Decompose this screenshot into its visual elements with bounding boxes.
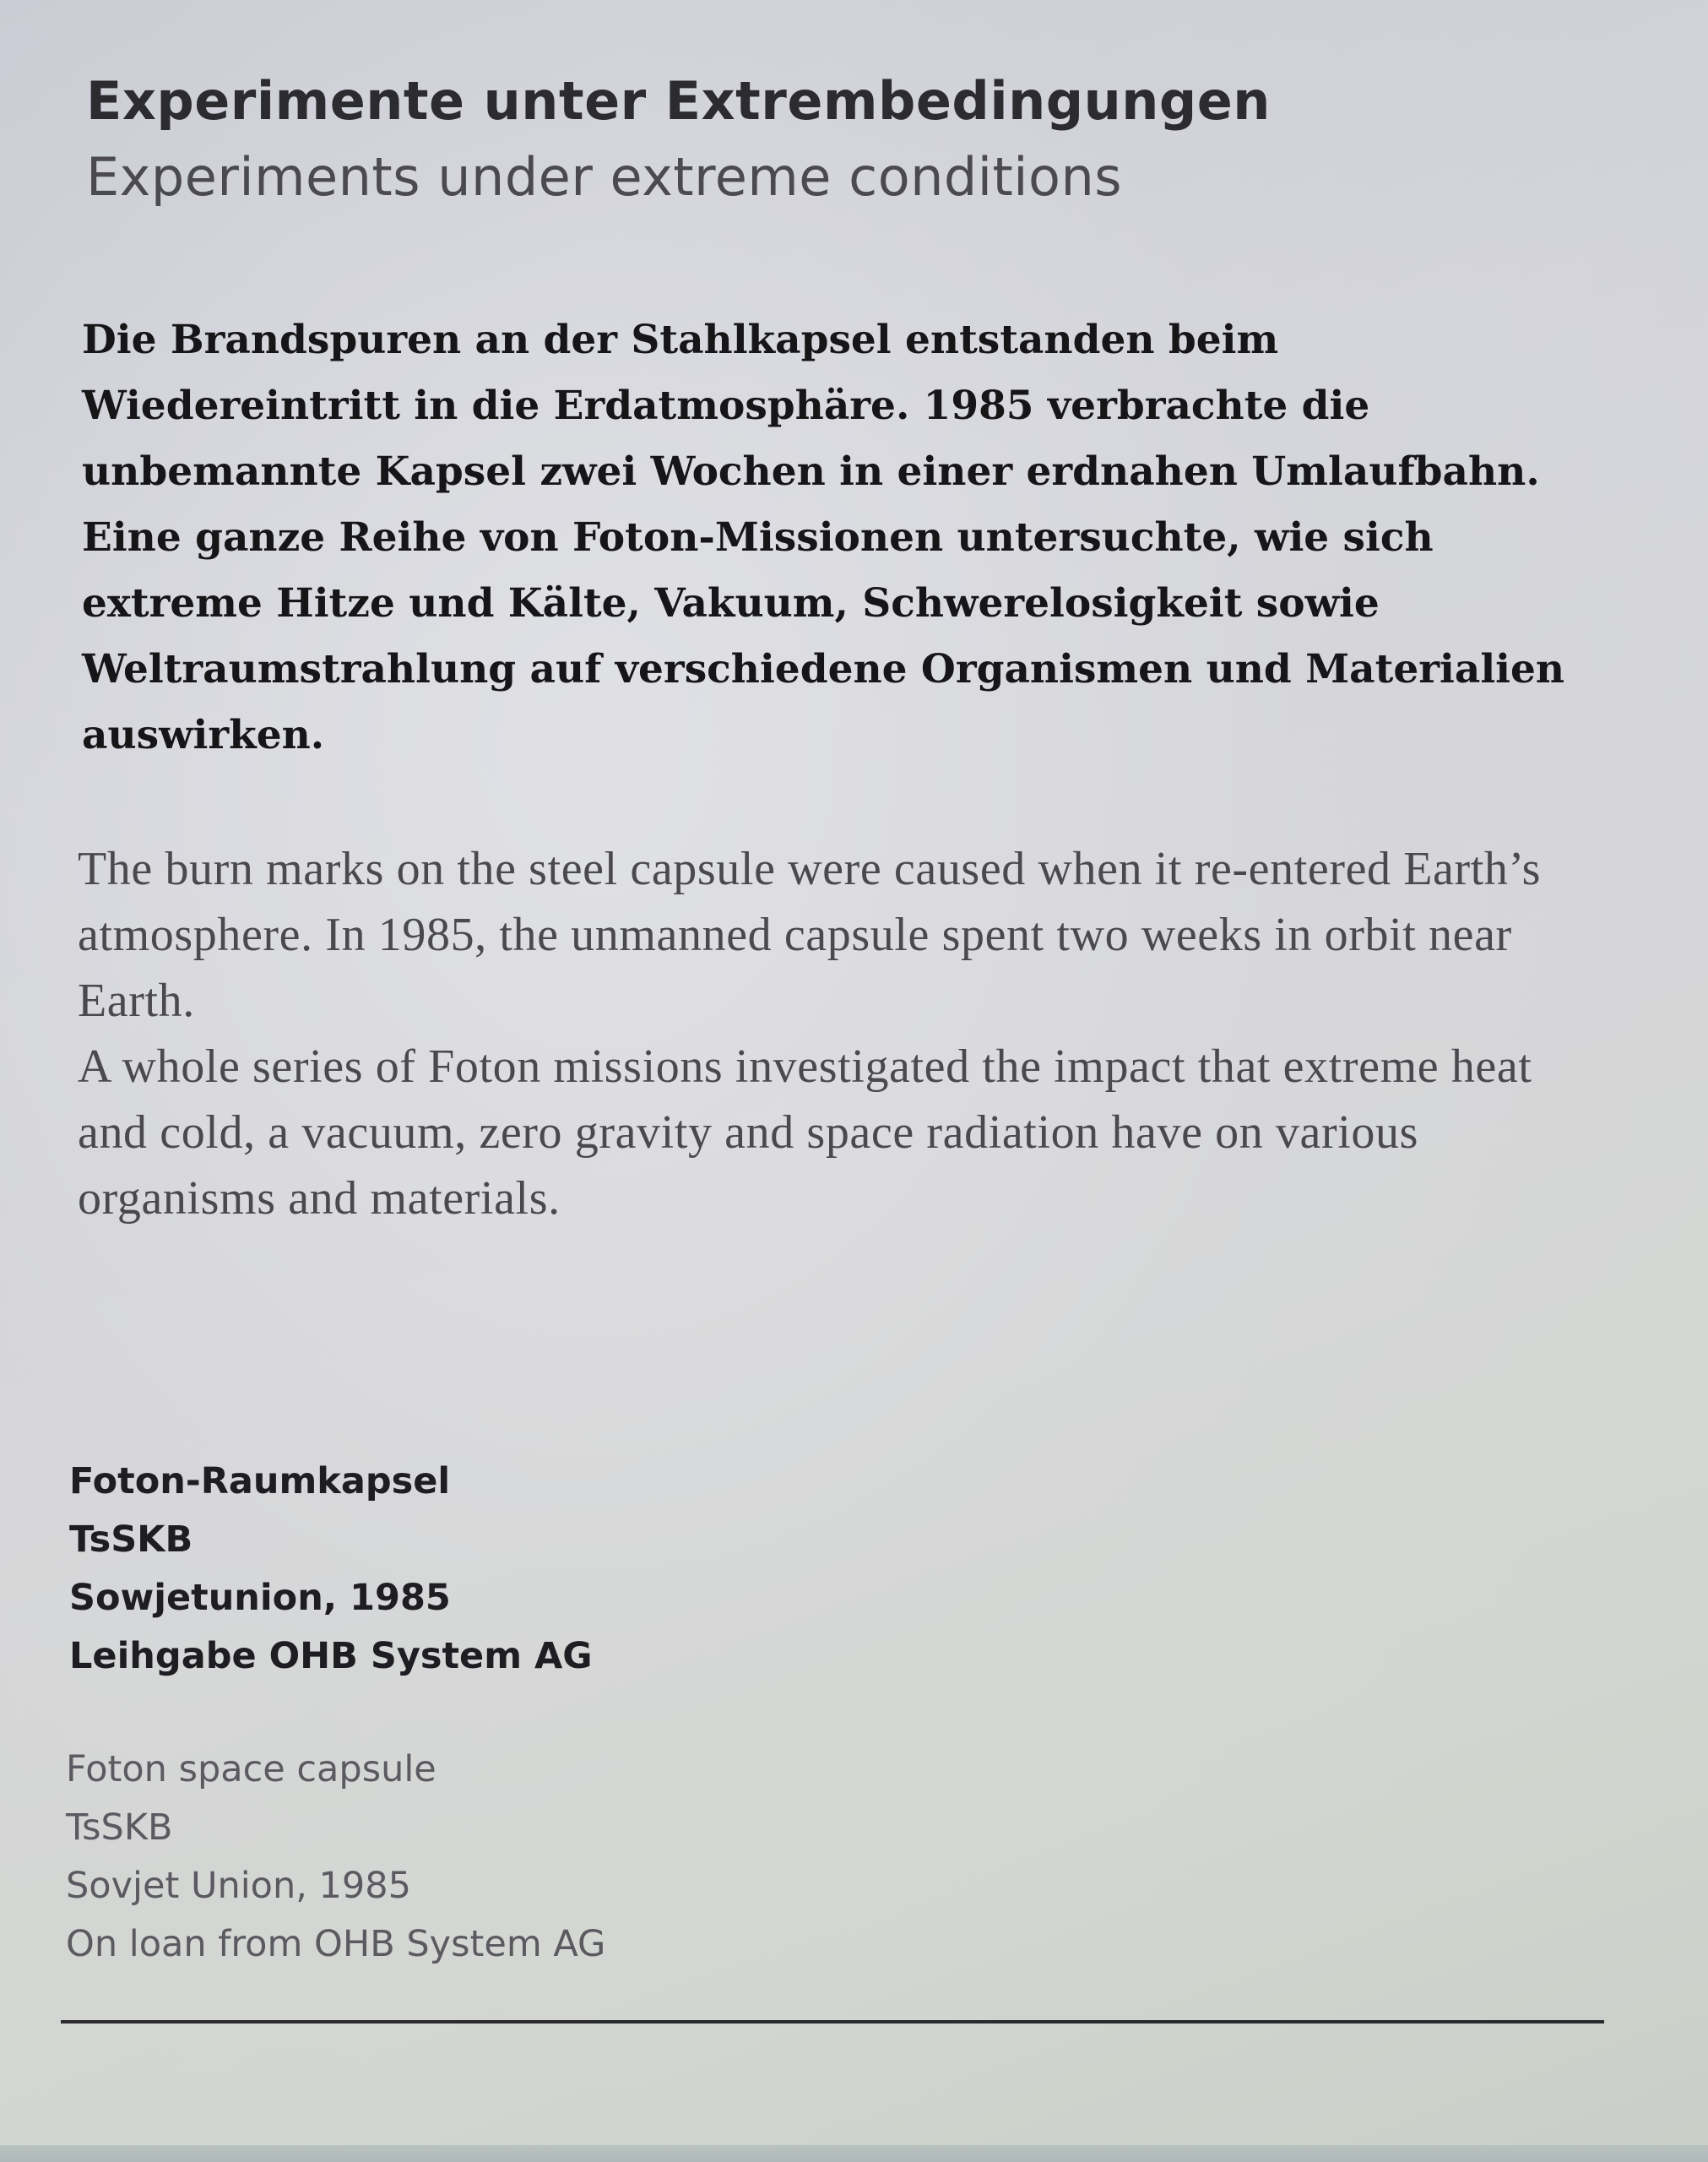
divider-line	[61, 2020, 1604, 2023]
object-label-german	[69, 1453, 1082, 1686]
description-english-paragraph-2: A whole series of Foton missions investigated the impact that extreme heat and cold, a vacuum, zero gravity and space radiation have on various organisms and materials.	[78, 1040, 1532, 1225]
title-german: Experimente unter Extrembedingungen	[86, 70, 1271, 132]
object-origin-english: Sovjet Union, 1985	[66, 1865, 411, 1907]
object-loan-english: On loan from OHB System AG	[66, 1923, 606, 1965]
title-english: Experiments under extreme conditions	[86, 146, 1123, 208]
object-label-english	[66, 1741, 1079, 1974]
description-german-paragraph-2: Eine ganze Reihe von Foton-Missionen untersuchte, wie sich extreme Hitze und Kälte, Vakuum, Schwerelosigkeit sowie Weltraumstrahlung auf verschiedene Organismen und Materialien auswirken.	[82, 514, 1565, 758]
object-name-german: Foton-Raumkapsel	[69, 1460, 451, 1502]
object-name-english: Foton space capsule	[66, 1748, 436, 1790]
description-english-paragraph-1: The burn marks on the steel capsule were caused when it re-entered Earth’s atmosphere. In 1985, the unmanned capsule spent two weeks in orbit near Earth.	[78, 843, 1542, 1027]
description-german-paragraph-1: Die Brandspuren an der Stahlkapsel entstanden beim Wiedereintritt in die Erdatmosphäre. 1985 verbrachte die unbemannte Kapsel zwei Wochen in einer erdnahen Umlaufbahn.	[82, 317, 1540, 495]
description-german	[82, 307, 1585, 769]
object-loan-german: Leihgabe OHB System AG	[69, 1635, 593, 1677]
description-english	[78, 836, 1597, 1231]
panel-bottom-edge	[0, 2145, 1708, 2162]
object-origin-german: Sowjetunion, 1985	[69, 1577, 451, 1619]
object-maker-german: TsSKB	[69, 1518, 193, 1561]
object-maker-english: TsSKB	[66, 1806, 173, 1849]
